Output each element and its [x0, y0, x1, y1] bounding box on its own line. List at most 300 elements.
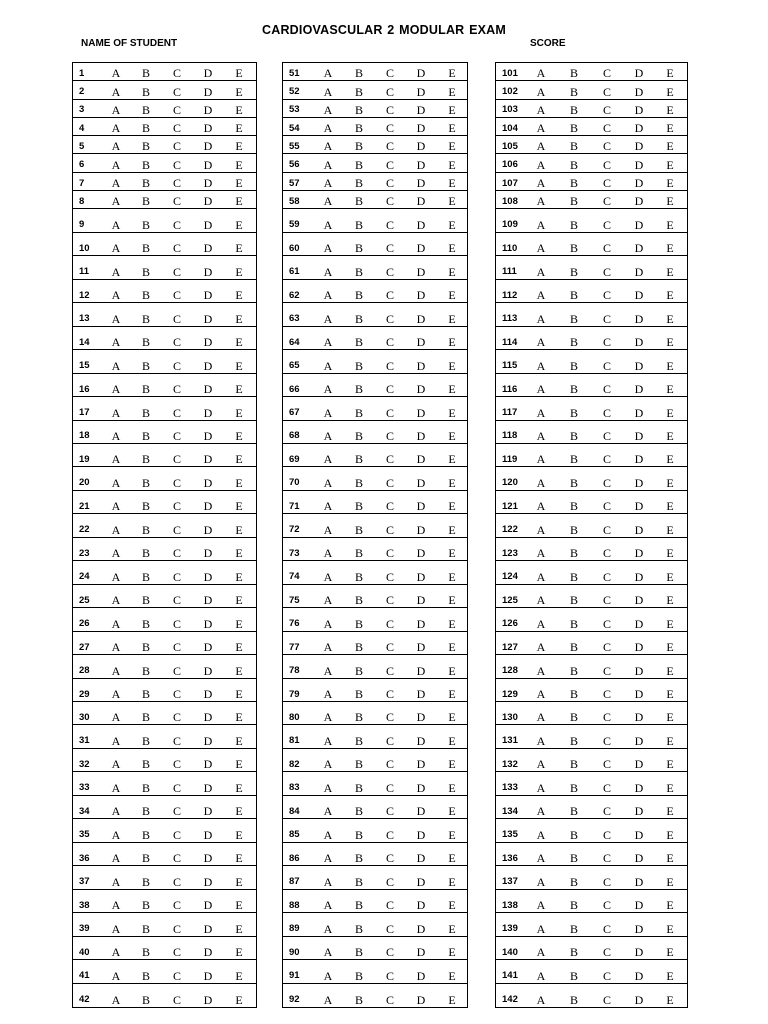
answer-option-c[interactable]: C: [602, 710, 611, 725]
answer-option-c[interactable]: C: [172, 569, 181, 584]
answer-option-c[interactable]: C: [602, 335, 611, 350]
answer-option-b[interactable]: B: [354, 121, 363, 136]
answer-option-d[interactable]: D: [416, 593, 426, 608]
answer-option-d[interactable]: D: [416, 102, 426, 117]
answer-option-c[interactable]: C: [385, 264, 394, 279]
answer-option-d[interactable]: D: [634, 217, 644, 232]
answer-option-b[interactable]: B: [141, 382, 150, 397]
answer-option-c[interactable]: C: [602, 452, 611, 467]
answer-option-d[interactable]: D: [634, 593, 644, 608]
answer-option-c[interactable]: C: [602, 241, 611, 256]
answer-option-c[interactable]: C: [172, 945, 181, 960]
answer-option-d[interactable]: D: [203, 139, 213, 154]
answer-option-e[interactable]: E: [666, 66, 674, 81]
answer-option-d[interactable]: D: [416, 663, 426, 678]
answer-option-d[interactable]: D: [634, 194, 644, 209]
answer-option-e[interactable]: E: [666, 874, 674, 889]
answer-option-d[interactable]: D: [634, 499, 644, 514]
answer-option-a[interactable]: A: [111, 710, 121, 725]
answer-option-b[interactable]: B: [569, 616, 578, 631]
answer-option-b[interactable]: B: [569, 827, 578, 842]
answer-option-d[interactable]: D: [203, 827, 213, 842]
answer-option-b[interactable]: B: [569, 452, 578, 467]
answer-option-d[interactable]: D: [416, 358, 426, 373]
answer-option-e[interactable]: E: [666, 405, 674, 420]
answer-option-c[interactable]: C: [172, 968, 181, 983]
answer-option-c[interactable]: C: [385, 102, 394, 117]
answer-option-c[interactable]: C: [385, 640, 394, 655]
answer-option-c[interactable]: C: [172, 710, 181, 725]
answer-option-e[interactable]: E: [666, 335, 674, 350]
answer-option-c[interactable]: C: [172, 102, 181, 117]
answer-option-c[interactable]: C: [385, 851, 394, 866]
answer-option-e[interactable]: E: [448, 335, 456, 350]
answer-option-e[interactable]: E: [235, 780, 243, 795]
answer-option-c[interactable]: C: [602, 546, 611, 561]
answer-option-c[interactable]: C: [172, 827, 181, 842]
answer-option-d[interactable]: D: [203, 851, 213, 866]
answer-option-c[interactable]: C: [385, 804, 394, 819]
answer-option-a[interactable]: A: [111, 358, 121, 373]
answer-option-a[interactable]: A: [111, 405, 121, 420]
answer-option-d[interactable]: D: [634, 687, 644, 702]
answer-option-b[interactable]: B: [141, 616, 150, 631]
answer-option-e[interactable]: E: [448, 874, 456, 889]
answer-option-a[interactable]: A: [323, 898, 333, 913]
answer-option-c[interactable]: C: [385, 710, 394, 725]
answer-option-b[interactable]: B: [141, 687, 150, 702]
answer-option-e[interactable]: E: [235, 992, 243, 1007]
answer-option-e[interactable]: E: [666, 358, 674, 373]
answer-option-d[interactable]: D: [203, 475, 213, 490]
answer-option-d[interactable]: D: [634, 804, 644, 819]
answer-option-b[interactable]: B: [354, 593, 363, 608]
answer-option-d[interactable]: D: [634, 546, 644, 561]
answer-option-a[interactable]: A: [323, 874, 333, 889]
answer-option-a[interactable]: A: [323, 921, 333, 936]
answer-option-a[interactable]: A: [536, 522, 546, 537]
answer-option-a[interactable]: A: [111, 945, 121, 960]
answer-option-e[interactable]: E: [666, 616, 674, 631]
answer-option-a[interactable]: A: [323, 311, 333, 326]
answer-option-b[interactable]: B: [569, 194, 578, 209]
answer-option-c[interactable]: C: [602, 992, 611, 1007]
answer-option-e[interactable]: E: [666, 968, 674, 983]
answer-option-c[interactable]: C: [172, 992, 181, 1007]
answer-option-d[interactable]: D: [634, 733, 644, 748]
answer-option-e[interactable]: E: [666, 428, 674, 443]
answer-option-e[interactable]: E: [235, 194, 243, 209]
answer-option-e[interactable]: E: [666, 475, 674, 490]
answer-option-e[interactable]: E: [448, 569, 456, 584]
answer-option-d[interactable]: D: [203, 710, 213, 725]
answer-option-a[interactable]: A: [323, 827, 333, 842]
answer-option-d[interactable]: D: [416, 687, 426, 702]
answer-option-c[interactable]: C: [385, 358, 394, 373]
answer-option-e[interactable]: E: [235, 358, 243, 373]
answer-option-d[interactable]: D: [416, 66, 426, 81]
answer-option-e[interactable]: E: [666, 264, 674, 279]
answer-option-c[interactable]: C: [385, 311, 394, 326]
answer-option-c[interactable]: C: [602, 84, 611, 99]
answer-option-a[interactable]: A: [536, 593, 546, 608]
answer-option-b[interactable]: B: [569, 241, 578, 256]
answer-option-d[interactable]: D: [203, 121, 213, 136]
answer-option-d[interactable]: D: [416, 874, 426, 889]
answer-option-e[interactable]: E: [448, 992, 456, 1007]
answer-option-b[interactable]: B: [141, 66, 150, 81]
answer-option-d[interactable]: D: [634, 569, 644, 584]
answer-option-d[interactable]: D: [416, 335, 426, 350]
answer-option-e[interactable]: E: [448, 710, 456, 725]
answer-option-b[interactable]: B: [354, 827, 363, 842]
answer-option-d[interactable]: D: [203, 241, 213, 256]
answer-option-d[interactable]: D: [203, 499, 213, 514]
answer-option-b[interactable]: B: [141, 405, 150, 420]
answer-option-a[interactable]: A: [536, 84, 546, 99]
answer-option-e[interactable]: E: [448, 194, 456, 209]
answer-option-d[interactable]: D: [634, 945, 644, 960]
answer-option-a[interactable]: A: [111, 311, 121, 326]
answer-option-d[interactable]: D: [634, 121, 644, 136]
answer-option-c[interactable]: C: [602, 687, 611, 702]
answer-option-b[interactable]: B: [354, 475, 363, 490]
answer-option-d[interactable]: D: [634, 428, 644, 443]
answer-option-c[interactable]: C: [172, 311, 181, 326]
answer-option-c[interactable]: C: [602, 499, 611, 514]
answer-option-d[interactable]: D: [634, 851, 644, 866]
answer-option-b[interactable]: B: [141, 874, 150, 889]
answer-option-b[interactable]: B: [354, 733, 363, 748]
answer-option-c[interactable]: C: [602, 874, 611, 889]
answer-option-c[interactable]: C: [602, 569, 611, 584]
answer-option-a[interactable]: A: [111, 546, 121, 561]
answer-option-e[interactable]: E: [235, 569, 243, 584]
answer-option-c[interactable]: C: [385, 945, 394, 960]
answer-option-a[interactable]: A: [323, 945, 333, 960]
answer-option-a[interactable]: A: [323, 102, 333, 117]
answer-option-e[interactable]: E: [666, 157, 674, 172]
answer-option-c[interactable]: C: [172, 921, 181, 936]
answer-option-a[interactable]: A: [536, 898, 546, 913]
answer-option-d[interactable]: D: [203, 194, 213, 209]
answer-option-e[interactable]: E: [235, 827, 243, 842]
answer-option-d[interactable]: D: [416, 757, 426, 772]
answer-option-c[interactable]: C: [385, 475, 394, 490]
answer-option-c[interactable]: C: [172, 241, 181, 256]
answer-option-c[interactable]: C: [385, 288, 394, 303]
answer-option-a[interactable]: A: [111, 757, 121, 772]
answer-option-b[interactable]: B: [141, 921, 150, 936]
answer-option-d[interactable]: D: [416, 405, 426, 420]
answer-option-d[interactable]: D: [634, 311, 644, 326]
answer-option-c[interactable]: C: [385, 66, 394, 81]
answer-option-a[interactable]: A: [111, 851, 121, 866]
answer-option-d[interactable]: D: [634, 710, 644, 725]
answer-option-c[interactable]: C: [602, 311, 611, 326]
answer-option-a[interactable]: A: [111, 121, 121, 136]
answer-option-c[interactable]: C: [172, 84, 181, 99]
answer-option-e[interactable]: E: [666, 194, 674, 209]
answer-option-c[interactable]: C: [385, 546, 394, 561]
answer-option-c[interactable]: C: [385, 405, 394, 420]
answer-option-a[interactable]: A: [323, 157, 333, 172]
answer-option-a[interactable]: A: [323, 475, 333, 490]
answer-option-a[interactable]: A: [323, 405, 333, 420]
answer-option-b[interactable]: B: [141, 475, 150, 490]
answer-option-b[interactable]: B: [141, 335, 150, 350]
answer-option-a[interactable]: A: [111, 157, 121, 172]
answer-option-c[interactable]: C: [172, 640, 181, 655]
answer-option-c[interactable]: C: [602, 945, 611, 960]
answer-option-b[interactable]: B: [141, 710, 150, 725]
answer-option-b[interactable]: B: [569, 522, 578, 537]
answer-option-b[interactable]: B: [569, 992, 578, 1007]
answer-option-d[interactable]: D: [634, 874, 644, 889]
answer-option-a[interactable]: A: [111, 84, 121, 99]
answer-option-a[interactable]: A: [536, 217, 546, 232]
answer-option-e[interactable]: E: [666, 851, 674, 866]
answer-option-e[interactable]: E: [666, 992, 674, 1007]
answer-option-e[interactable]: E: [235, 475, 243, 490]
answer-option-a[interactable]: A: [323, 593, 333, 608]
answer-option-b[interactable]: B: [569, 84, 578, 99]
answer-option-a[interactable]: A: [323, 452, 333, 467]
answer-option-d[interactable]: D: [203, 757, 213, 772]
answer-option-a[interactable]: A: [323, 358, 333, 373]
answer-option-c[interactable]: C: [172, 898, 181, 913]
answer-option-b[interactable]: B: [354, 780, 363, 795]
answer-option-e[interactable]: E: [448, 687, 456, 702]
answer-option-a[interactable]: A: [111, 569, 121, 584]
answer-option-c[interactable]: C: [385, 874, 394, 889]
answer-option-d[interactable]: D: [203, 804, 213, 819]
answer-option-e[interactable]: E: [235, 804, 243, 819]
answer-option-a[interactable]: A: [323, 84, 333, 99]
answer-option-d[interactable]: D: [634, 139, 644, 154]
answer-option-d[interactable]: D: [416, 84, 426, 99]
answer-option-e[interactable]: E: [235, 945, 243, 960]
answer-option-e[interactable]: E: [235, 102, 243, 117]
answer-option-a[interactable]: A: [323, 382, 333, 397]
answer-option-b[interactable]: B: [354, 194, 363, 209]
answer-option-b[interactable]: B: [569, 663, 578, 678]
answer-option-e[interactable]: E: [448, 663, 456, 678]
answer-option-d[interactable]: D: [416, 968, 426, 983]
answer-option-a[interactable]: A: [111, 733, 121, 748]
answer-option-e[interactable]: E: [666, 452, 674, 467]
answer-option-a[interactable]: A: [111, 452, 121, 467]
answer-option-e[interactable]: E: [235, 710, 243, 725]
answer-option-b[interactable]: B: [569, 569, 578, 584]
answer-option-d[interactable]: D: [634, 992, 644, 1007]
answer-option-a[interactable]: A: [111, 522, 121, 537]
answer-option-d[interactable]: D: [203, 874, 213, 889]
answer-option-b[interactable]: B: [569, 428, 578, 443]
answer-option-c[interactable]: C: [602, 616, 611, 631]
answer-option-a[interactable]: A: [536, 382, 546, 397]
answer-option-d[interactable]: D: [416, 921, 426, 936]
answer-option-d[interactable]: D: [203, 358, 213, 373]
answer-option-c[interactable]: C: [602, 851, 611, 866]
answer-option-b[interactable]: B: [354, 241, 363, 256]
answer-option-e[interactable]: E: [235, 452, 243, 467]
answer-option-e[interactable]: E: [448, 121, 456, 136]
answer-option-b[interactable]: B: [354, 663, 363, 678]
answer-option-c[interactable]: C: [172, 358, 181, 373]
answer-option-b[interactable]: B: [141, 851, 150, 866]
answer-option-a[interactable]: A: [536, 66, 546, 81]
answer-option-b[interactable]: B: [569, 780, 578, 795]
answer-option-c[interactable]: C: [385, 992, 394, 1007]
answer-option-a[interactable]: A: [323, 804, 333, 819]
answer-option-a[interactable]: A: [536, 176, 546, 191]
answer-option-c[interactable]: C: [602, 921, 611, 936]
answer-option-c[interactable]: C: [172, 288, 181, 303]
answer-option-e[interactable]: E: [235, 139, 243, 154]
answer-option-d[interactable]: D: [634, 405, 644, 420]
answer-option-d[interactable]: D: [634, 475, 644, 490]
answer-option-b[interactable]: B: [354, 66, 363, 81]
answer-option-b[interactable]: B: [354, 569, 363, 584]
answer-option-a[interactable]: A: [111, 428, 121, 443]
answer-option-d[interactable]: D: [634, 663, 644, 678]
answer-option-a[interactable]: A: [536, 640, 546, 655]
answer-option-a[interactable]: A: [323, 687, 333, 702]
answer-option-a[interactable]: A: [323, 757, 333, 772]
answer-option-a[interactable]: A: [323, 217, 333, 232]
answer-option-a[interactable]: A: [536, 405, 546, 420]
answer-option-d[interactable]: D: [203, 616, 213, 631]
answer-option-e[interactable]: E: [448, 264, 456, 279]
answer-option-d[interactable]: D: [203, 157, 213, 172]
answer-option-b[interactable]: B: [141, 264, 150, 279]
answer-option-a[interactable]: A: [536, 804, 546, 819]
answer-option-a[interactable]: A: [111, 382, 121, 397]
answer-option-d[interactable]: D: [203, 335, 213, 350]
answer-option-d[interactable]: D: [416, 804, 426, 819]
answer-option-c[interactable]: C: [385, 121, 394, 136]
answer-option-b[interactable]: B: [569, 358, 578, 373]
answer-option-b[interactable]: B: [141, 733, 150, 748]
answer-option-c[interactable]: C: [172, 217, 181, 232]
answer-option-e[interactable]: E: [235, 217, 243, 232]
answer-option-b[interactable]: B: [354, 945, 363, 960]
answer-option-e[interactable]: E: [448, 804, 456, 819]
answer-option-d[interactable]: D: [203, 311, 213, 326]
answer-option-d[interactable]: D: [634, 640, 644, 655]
answer-option-a[interactable]: A: [536, 121, 546, 136]
answer-option-b[interactable]: B: [141, 428, 150, 443]
answer-option-a[interactable]: A: [536, 311, 546, 326]
answer-option-d[interactable]: D: [203, 102, 213, 117]
answer-option-d[interactable]: D: [634, 382, 644, 397]
answer-option-b[interactable]: B: [354, 84, 363, 99]
answer-option-b[interactable]: B: [354, 687, 363, 702]
answer-option-b[interactable]: B: [354, 640, 363, 655]
answer-option-c[interactable]: C: [385, 569, 394, 584]
answer-option-e[interactable]: E: [666, 757, 674, 772]
answer-option-e[interactable]: E: [448, 546, 456, 561]
answer-option-b[interactable]: B: [569, 499, 578, 514]
answer-option-c[interactable]: C: [602, 827, 611, 842]
answer-option-e[interactable]: E: [666, 288, 674, 303]
answer-option-a[interactable]: A: [323, 194, 333, 209]
answer-option-e[interactable]: E: [448, 217, 456, 232]
answer-option-e[interactable]: E: [235, 898, 243, 913]
answer-option-a[interactable]: A: [111, 968, 121, 983]
answer-option-a[interactable]: A: [111, 66, 121, 81]
answer-option-c[interactable]: C: [385, 757, 394, 772]
answer-option-d[interactable]: D: [416, 176, 426, 191]
answer-option-c[interactable]: C: [172, 522, 181, 537]
answer-option-e[interactable]: E: [235, 121, 243, 136]
answer-option-e[interactable]: E: [448, 945, 456, 960]
answer-option-b[interactable]: B: [354, 452, 363, 467]
answer-option-b[interactable]: B: [569, 851, 578, 866]
answer-option-c[interactable]: C: [172, 264, 181, 279]
answer-option-a[interactable]: A: [323, 569, 333, 584]
answer-option-c[interactable]: C: [385, 139, 394, 154]
answer-option-a[interactable]: A: [536, 616, 546, 631]
answer-option-a[interactable]: A: [323, 66, 333, 81]
answer-option-d[interactable]: D: [634, 968, 644, 983]
answer-option-b[interactable]: B: [354, 522, 363, 537]
answer-option-c[interactable]: C: [172, 757, 181, 772]
answer-option-b[interactable]: B: [141, 176, 150, 191]
answer-option-b[interactable]: B: [141, 804, 150, 819]
answer-option-a[interactable]: A: [111, 780, 121, 795]
answer-option-a[interactable]: A: [111, 921, 121, 936]
answer-option-e[interactable]: E: [448, 968, 456, 983]
answer-option-e[interactable]: E: [448, 288, 456, 303]
answer-option-b[interactable]: B: [569, 121, 578, 136]
answer-option-d[interactable]: D: [416, 569, 426, 584]
answer-option-a[interactable]: A: [111, 874, 121, 889]
answer-option-d[interactable]: D: [634, 452, 644, 467]
answer-option-e[interactable]: E: [235, 522, 243, 537]
answer-option-a[interactable]: A: [536, 475, 546, 490]
answer-option-b[interactable]: B: [569, 804, 578, 819]
answer-option-a[interactable]: A: [536, 992, 546, 1007]
answer-option-b[interactable]: B: [569, 546, 578, 561]
answer-option-e[interactable]: E: [448, 616, 456, 631]
answer-option-a[interactable]: A: [323, 522, 333, 537]
answer-option-b[interactable]: B: [141, 992, 150, 1007]
answer-option-d[interactable]: D: [416, 428, 426, 443]
answer-option-a[interactable]: A: [323, 780, 333, 795]
answer-option-b[interactable]: B: [354, 616, 363, 631]
answer-option-e[interactable]: E: [666, 827, 674, 842]
answer-option-b[interactable]: B: [569, 968, 578, 983]
answer-option-e[interactable]: E: [235, 66, 243, 81]
answer-option-c[interactable]: C: [172, 121, 181, 136]
answer-option-c[interactable]: C: [602, 968, 611, 983]
answer-option-e[interactable]: E: [235, 264, 243, 279]
answer-option-d[interactable]: D: [634, 898, 644, 913]
answer-option-e[interactable]: E: [666, 241, 674, 256]
answer-option-e[interactable]: E: [666, 663, 674, 678]
answer-option-e[interactable]: E: [448, 139, 456, 154]
answer-option-e[interactable]: E: [666, 640, 674, 655]
answer-option-c[interactable]: C: [385, 780, 394, 795]
answer-option-e[interactable]: E: [666, 382, 674, 397]
answer-option-b[interactable]: B: [354, 428, 363, 443]
answer-option-a[interactable]: A: [323, 733, 333, 748]
answer-option-c[interactable]: C: [602, 898, 611, 913]
answer-option-a[interactable]: A: [536, 358, 546, 373]
answer-option-d[interactable]: D: [634, 522, 644, 537]
